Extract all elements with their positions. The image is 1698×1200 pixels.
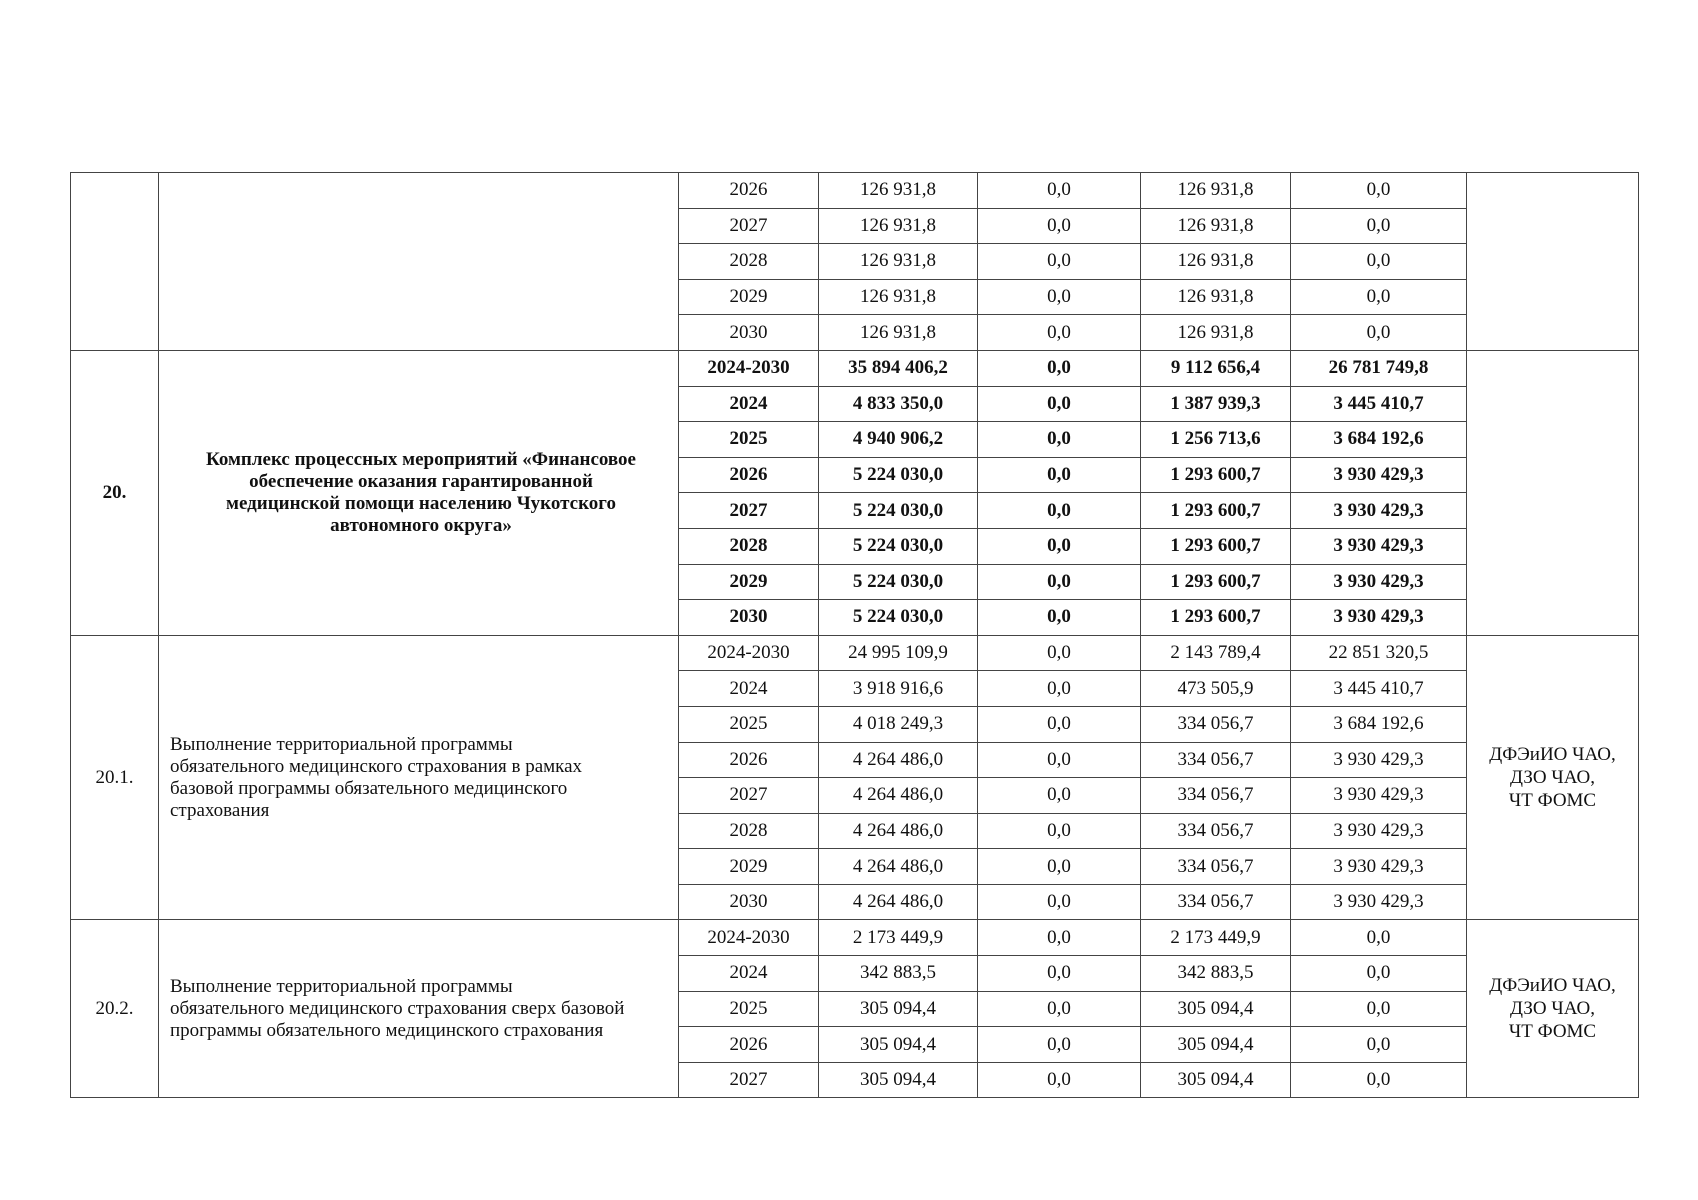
table-body: [71, 173, 1639, 1098]
cell-c3: 3 930 429,3: [1291, 849, 1467, 885]
cell-c1: 0,0: [978, 671, 1141, 707]
responsible-line: ДФЭиИО ЧАО,: [1489, 744, 1616, 766]
cell-total: 126 931,8: [819, 279, 978, 315]
cell-c2: 1 293 600,7: [1141, 457, 1291, 493]
cell-c1: 0,0: [978, 493, 1141, 529]
cell-total: 24 995 109,9: [819, 635, 978, 671]
cell-c3: 0,0: [1291, 208, 1467, 244]
cell-c1: 0,0: [978, 528, 1141, 564]
cell-year: 2024: [679, 386, 819, 422]
cell-c2: 334 056,7: [1141, 706, 1291, 742]
cell-c3: 0,0: [1291, 173, 1467, 209]
responsible-line: ДФЭиИО ЧАО,: [1489, 975, 1616, 997]
responsible-line: ЧТ ФОМС: [1508, 1021, 1597, 1043]
cell-c1: 0,0: [978, 279, 1141, 315]
section-title: [159, 635, 679, 920]
cell-c2: 334 056,7: [1141, 849, 1291, 885]
cell-c2: 2 173 449,9: [1141, 920, 1291, 956]
cell-year: 2027: [679, 493, 819, 529]
responsible-executors: [1467, 173, 1639, 351]
section-title-line: автономного округа»: [330, 514, 512, 536]
cell-c3: 3 930 429,3: [1291, 884, 1467, 920]
cell-c2: 1 387 939,3: [1141, 386, 1291, 422]
cell-c3: 3 930 429,3: [1291, 457, 1467, 493]
cell-c3: 3 445 410,7: [1291, 386, 1467, 422]
cell-c2: 305 094,4: [1141, 1027, 1291, 1063]
cell-year: 2027: [679, 1062, 819, 1098]
section-title-line: Выполнение территориальной программы: [170, 975, 513, 997]
cell-total: 4 833 350,0: [819, 386, 978, 422]
cell-c1: 0,0: [978, 635, 1141, 671]
section-number: 20.2.: [71, 920, 159, 1098]
cell-c1: 0,0: [978, 742, 1141, 778]
cell-year: 2030: [679, 315, 819, 351]
cell-c1: 0,0: [978, 564, 1141, 600]
cell-total: 4 264 486,0: [819, 813, 978, 849]
table-row: [71, 350, 1639, 386]
cell-c1: 0,0: [978, 244, 1141, 280]
cell-c2: 9 112 656,4: [1141, 350, 1291, 386]
section-title-line: программы обязательного медицинского страхования: [170, 1019, 604, 1041]
cell-year: 2030: [679, 884, 819, 920]
responsible-line: ЧТ ФОМС: [1508, 790, 1597, 812]
table-row: [71, 173, 1639, 209]
budget-table: [70, 172, 1639, 1098]
cell-c3: 3 930 429,3: [1291, 600, 1467, 636]
cell-c1: 0,0: [978, 208, 1141, 244]
cell-c1: 0,0: [978, 813, 1141, 849]
cell-c3: 3 445 410,7: [1291, 671, 1467, 707]
cell-c3: 3 930 429,3: [1291, 778, 1467, 814]
cell-year: 2027: [679, 208, 819, 244]
cell-year: 2028: [679, 528, 819, 564]
section-title: [159, 173, 679, 351]
cell-total: 305 094,4: [819, 1062, 978, 1098]
cell-total: 4 264 486,0: [819, 742, 978, 778]
cell-c2: 126 931,8: [1141, 279, 1291, 315]
cell-c2: 305 094,4: [1141, 991, 1291, 1027]
cell-c1: 0,0: [978, 315, 1141, 351]
cell-c2: 473 505,9: [1141, 671, 1291, 707]
cell-c3: 0,0: [1291, 920, 1467, 956]
cell-year: 2024: [679, 671, 819, 707]
section-title-line: Выполнение территориальной программы: [170, 733, 513, 755]
cell-year: 2026: [679, 457, 819, 493]
cell-total: 126 931,8: [819, 315, 978, 351]
cell-year: 2026: [679, 742, 819, 778]
cell-c3: 0,0: [1291, 1062, 1467, 1098]
cell-total: 4 940 906,2: [819, 422, 978, 458]
cell-year: 2025: [679, 706, 819, 742]
cell-c1: 0,0: [978, 1062, 1141, 1098]
cell-c1: 0,0: [978, 706, 1141, 742]
cell-year: 2029: [679, 849, 819, 885]
cell-year: 2024-2030: [679, 350, 819, 386]
cell-c1: 0,0: [978, 884, 1141, 920]
cell-c1: 0,0: [978, 600, 1141, 636]
responsible-line: ДЗО ЧАО,: [1509, 998, 1596, 1020]
cell-c1: 0,0: [978, 849, 1141, 885]
cell-c2: 1 293 600,7: [1141, 528, 1291, 564]
cell-c3: 0,0: [1291, 956, 1467, 992]
section-title-line: базовой программы обязательного медицинского: [170, 777, 568, 799]
cell-c3: 0,0: [1291, 991, 1467, 1027]
cell-c1: 0,0: [978, 1027, 1141, 1063]
section-title: [159, 350, 679, 635]
cell-year: 2024-2030: [679, 635, 819, 671]
responsible-line: ДЗО ЧАО,: [1509, 767, 1596, 789]
cell-total: 5 224 030,0: [819, 564, 978, 600]
cell-total: 35 894 406,2: [819, 350, 978, 386]
cell-year: 2025: [679, 422, 819, 458]
cell-c3: 0,0: [1291, 279, 1467, 315]
cell-c3: 3 930 429,3: [1291, 742, 1467, 778]
section-number: 20.1.: [71, 635, 159, 920]
cell-year: 2026: [679, 1027, 819, 1063]
cell-year: 2027: [679, 778, 819, 814]
responsible-executors: [1467, 920, 1639, 1098]
cell-total: 126 931,8: [819, 244, 978, 280]
cell-year: 2024-2030: [679, 920, 819, 956]
section-title-line: обязательного медицинского страхования в рамках: [170, 755, 583, 777]
cell-c2: 334 056,7: [1141, 884, 1291, 920]
cell-total: 4 264 486,0: [819, 884, 978, 920]
cell-c2: 334 056,7: [1141, 742, 1291, 778]
cell-year: 2028: [679, 813, 819, 849]
cell-total: 305 094,4: [819, 1027, 978, 1063]
cell-c1: 0,0: [978, 350, 1141, 386]
cell-c2: 305 094,4: [1141, 1062, 1291, 1098]
cell-c2: 1 293 600,7: [1141, 564, 1291, 600]
cell-year: 2026: [679, 173, 819, 209]
cell-c1: 0,0: [978, 173, 1141, 209]
cell-c1: 0,0: [978, 956, 1141, 992]
cell-c2: 334 056,7: [1141, 813, 1291, 849]
section-title-line: Комплекс процессных мероприятий «Финансовое: [206, 448, 636, 470]
cell-total: 5 224 030,0: [819, 600, 978, 636]
cell-c1: 0,0: [978, 386, 1141, 422]
cell-year: 2029: [679, 564, 819, 600]
cell-c2: 1 256 713,6: [1141, 422, 1291, 458]
cell-year: 2029: [679, 279, 819, 315]
cell-c3: 26 781 749,8: [1291, 350, 1467, 386]
cell-total: 4 264 486,0: [819, 778, 978, 814]
cell-c3: 0,0: [1291, 244, 1467, 280]
cell-total: 5 224 030,0: [819, 528, 978, 564]
cell-c2: 2 143 789,4: [1141, 635, 1291, 671]
cell-total: 305 094,4: [819, 991, 978, 1027]
cell-total: 126 931,8: [819, 208, 978, 244]
cell-c3: 0,0: [1291, 1027, 1467, 1063]
cell-c2: 1 293 600,7: [1141, 600, 1291, 636]
cell-c2: 126 931,8: [1141, 244, 1291, 280]
cell-c1: 0,0: [978, 920, 1141, 956]
cell-total: 4 264 486,0: [819, 849, 978, 885]
section-title-line: страхования: [170, 799, 270, 821]
section-title-line: обязательного медицинского страхования сверх базовой: [170, 997, 625, 1019]
cell-c3: 0,0: [1291, 315, 1467, 351]
cell-c2: 1 293 600,7: [1141, 493, 1291, 529]
cell-c1: 0,0: [978, 457, 1141, 493]
cell-c1: 0,0: [978, 778, 1141, 814]
cell-c3: 22 851 320,5: [1291, 635, 1467, 671]
section-number: [71, 173, 159, 351]
responsible-executors: [1467, 350, 1639, 635]
cell-year: 2030: [679, 600, 819, 636]
cell-total: 3 918 916,6: [819, 671, 978, 707]
cell-c3: 3 930 429,3: [1291, 564, 1467, 600]
section-title-line: медицинской помощи населению Чукотского: [226, 492, 616, 514]
section-title: [159, 920, 679, 1098]
cell-total: 126 931,8: [819, 173, 978, 209]
cell-year: 2025: [679, 991, 819, 1027]
cell-c3: 3 930 429,3: [1291, 813, 1467, 849]
cell-c3: 3 930 429,3: [1291, 493, 1467, 529]
cell-c2: 126 931,8: [1141, 173, 1291, 209]
cell-c3: 3 684 192,6: [1291, 422, 1467, 458]
cell-total: 5 224 030,0: [819, 457, 978, 493]
cell-c2: 126 931,8: [1141, 208, 1291, 244]
section-number: 20.: [71, 350, 159, 635]
cell-c3: 3 684 192,6: [1291, 706, 1467, 742]
table-row: [71, 920, 1639, 956]
cell-total: 2 173 449,9: [819, 920, 978, 956]
cell-c1: 0,0: [978, 422, 1141, 458]
responsible-executors: [1467, 635, 1639, 920]
cell-c2: 334 056,7: [1141, 778, 1291, 814]
section-title-line: обеспечение оказания гарантированной: [249, 470, 593, 492]
cell-c3: 3 930 429,3: [1291, 528, 1467, 564]
cell-c2: 126 931,8: [1141, 315, 1291, 351]
table-row: [71, 635, 1639, 671]
cell-c1: 0,0: [978, 991, 1141, 1027]
cell-total: 5 224 030,0: [819, 493, 978, 529]
cell-total: 4 018 249,3: [819, 706, 978, 742]
cell-year: 2028: [679, 244, 819, 280]
cell-c2: 342 883,5: [1141, 956, 1291, 992]
cell-total: 342 883,5: [819, 956, 978, 992]
cell-year: 2024: [679, 956, 819, 992]
